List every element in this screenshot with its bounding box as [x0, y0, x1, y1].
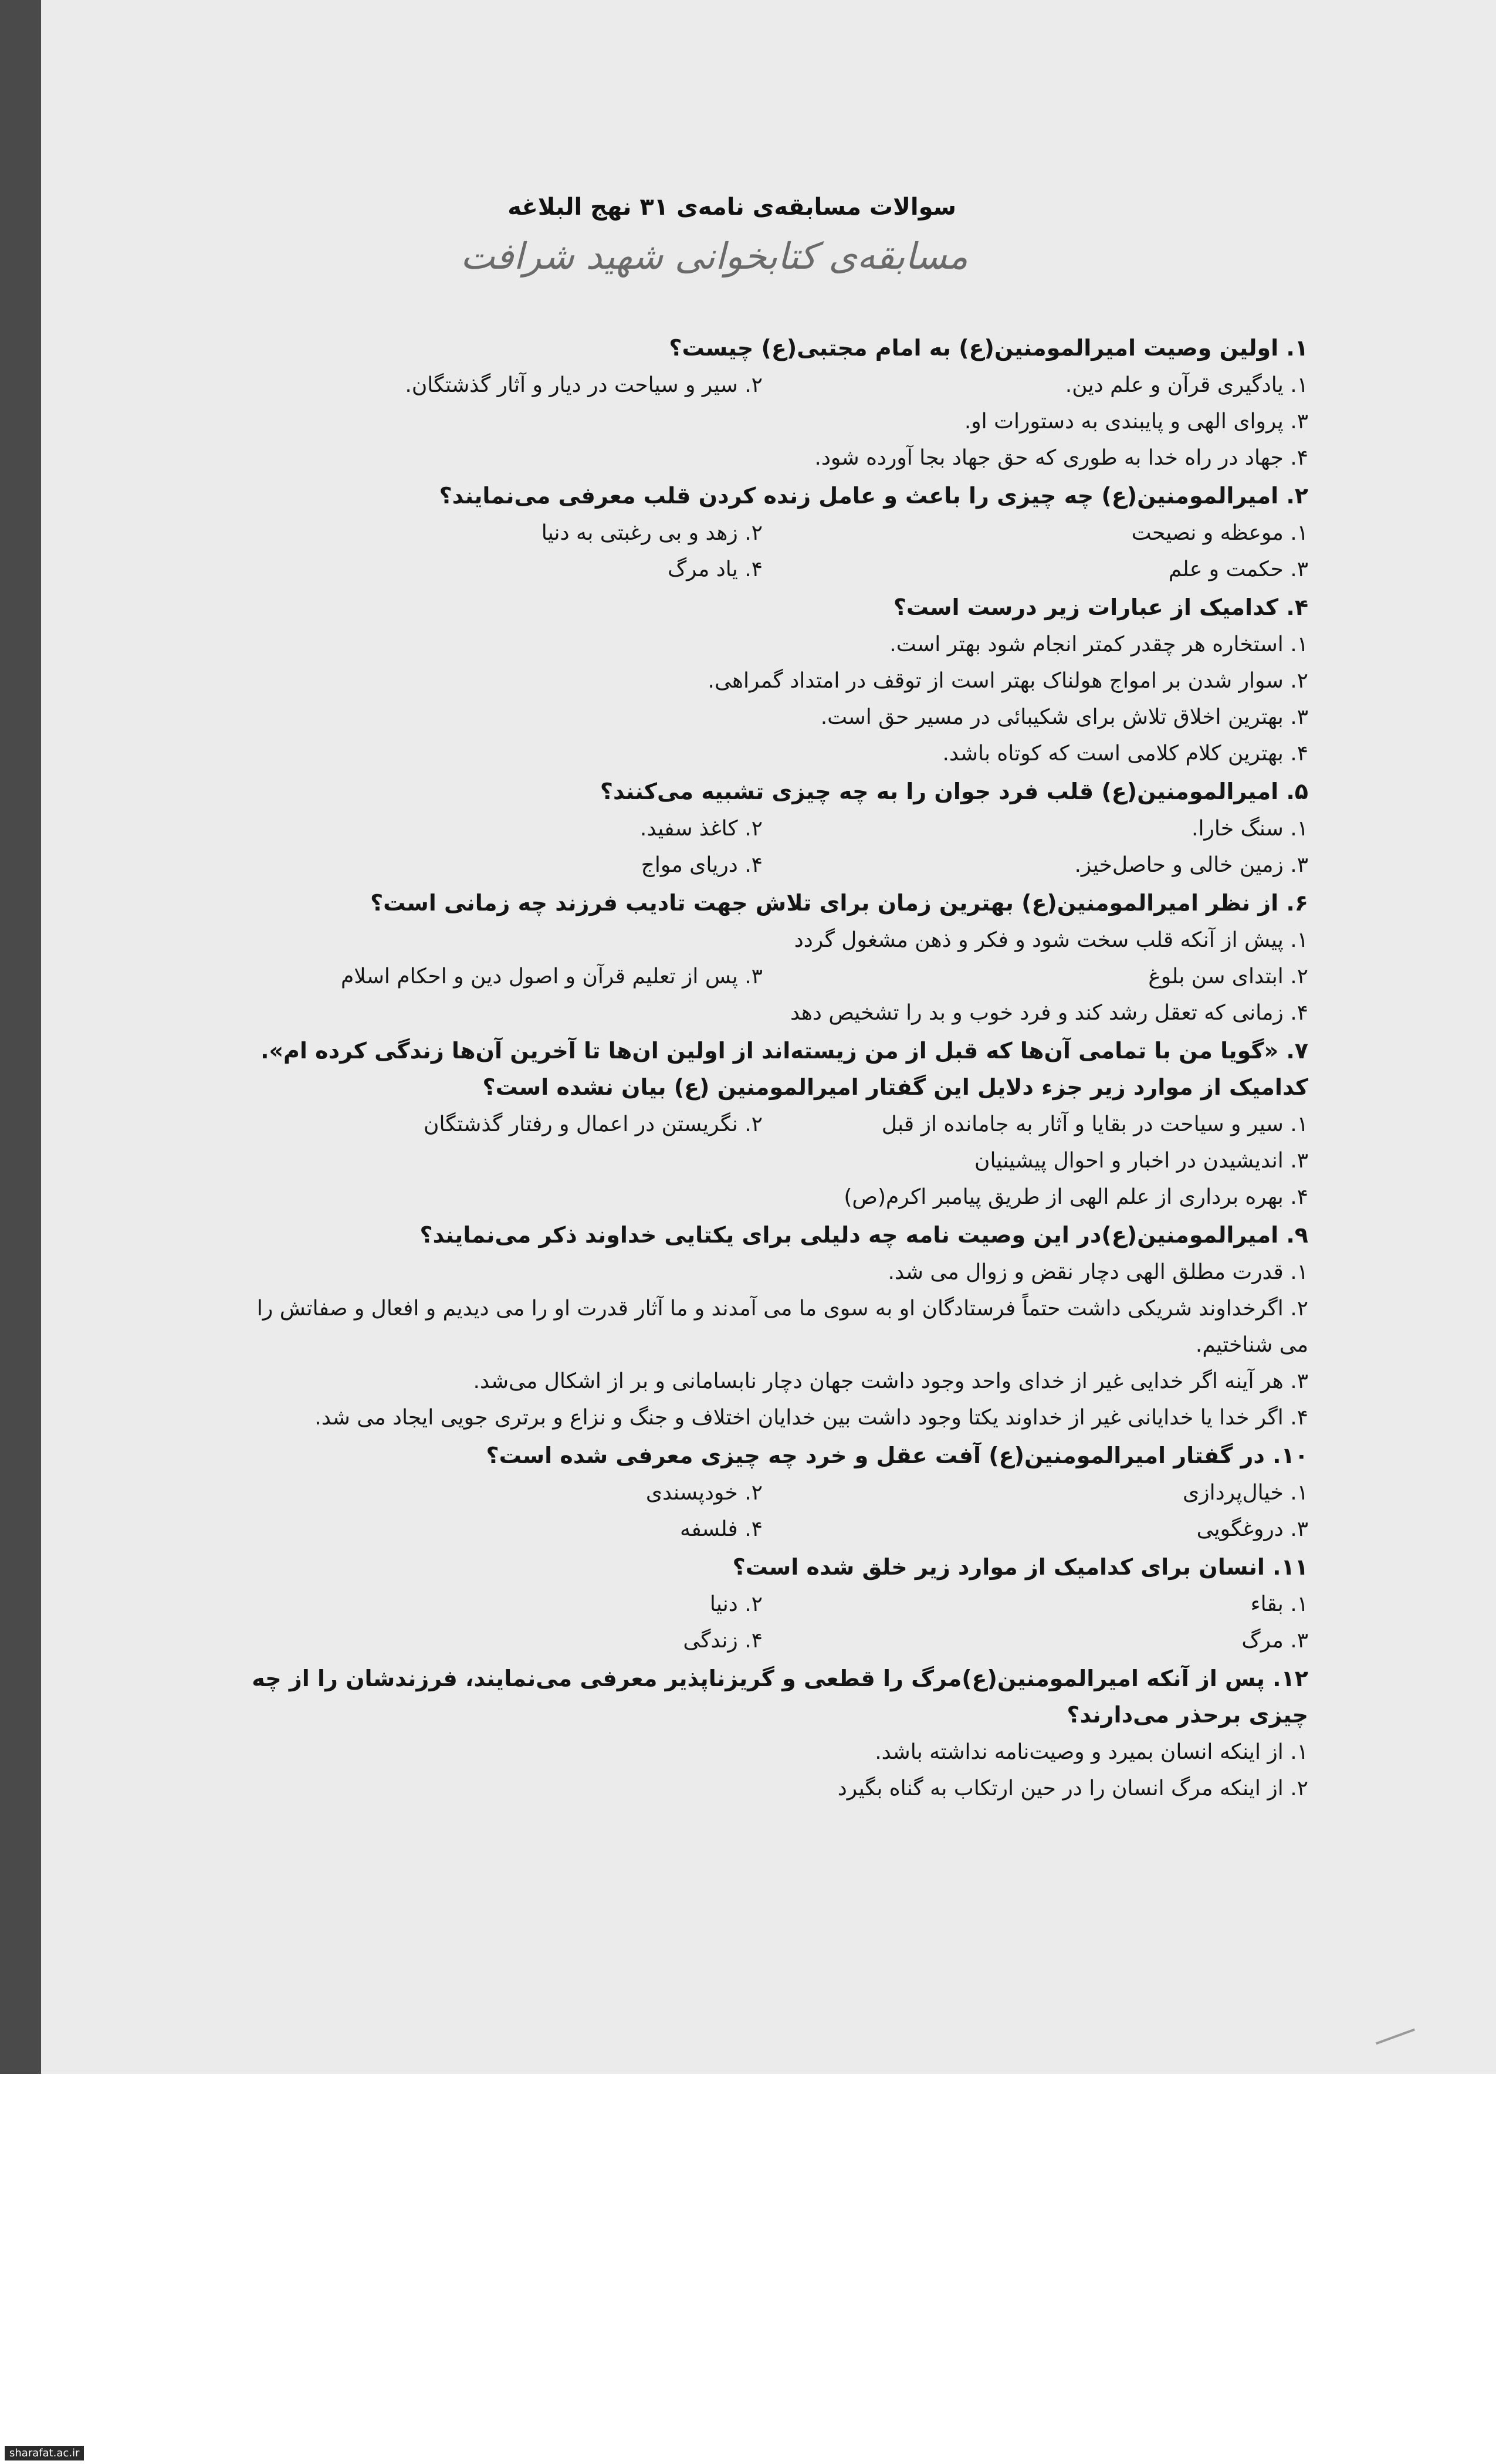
answer-option: ۱. سنگ خارا. — [1192, 817, 1308, 841]
question-text: ۱. اولین وصیت امیرالمومنین(ع) به امام مجتبی(ع) چیست؟ — [669, 335, 1308, 361]
answer-options — [217, 1106, 1308, 1216]
question-list — [217, 329, 1308, 1807]
answer-option: ۱. یادگیری قرآن و علم دین. — [1065, 373, 1308, 397]
answer-options — [217, 922, 1308, 1031]
answer-option: ۳. مرگ — [1241, 1629, 1308, 1653]
answer-option: ۴. دریای مواج — [641, 853, 763, 877]
question-block — [217, 773, 1308, 884]
answer-option: ۱. بقاء — [1250, 1592, 1308, 1616]
answer-option: ۳. زمین خالی و حاصل‌خیز. — [1074, 853, 1308, 877]
answer-option: ۲. زهد و بی رغبتی به دنیا — [541, 521, 763, 545]
answer-options — [217, 1254, 1308, 1436]
paper-sheet — [41, 0, 1496, 2074]
question-block — [217, 589, 1308, 772]
answer-options — [217, 627, 1308, 772]
answer-option: ۲. از اینکه مرگ انسان را در حین ارتکاب به گناه بگیرد — [837, 1776, 1308, 1800]
answer-option: ۳. حکمت و علم — [1168, 557, 1308, 581]
answer-option: ۳. اندیشیدن در اخبار و احوال پیشینیان — [974, 1149, 1308, 1173]
question-text: ۷. «گویا من با تمامی آن‌ها که قبل از من زیسته‌اند از اولین ان‌ها تا آخرین آن‌ها زندگی کرده ام». کدامیک از موارد زیر جزء دلایل این گفتار امیرالمومنین (ع) بیان نشده است؟ — [260, 1038, 1308, 1100]
answer-option: ۱. از اینکه انسان بمیرد و وصیت‌نامه نداشته باشد. — [875, 1740, 1308, 1764]
answer-option: ۴. یاد مرگ — [667, 557, 763, 581]
question-text: ۲. امیرالمومنین(ع) چه چیزی را باعث و عامل زنده کردن قلب معرفی می‌نمایند؟ — [439, 483, 1308, 509]
answer-option: ۱. موعظه و نصیحت — [1131, 521, 1308, 545]
question-block — [217, 1660, 1308, 1807]
answer-option: ۴. بهره برداری از علم الهی از طریق پیامبر اکرم(ص) — [844, 1185, 1308, 1209]
question-text: ۵. امیرالمومنین(ع) قلب فرد جوان را به چه چیزی تشبیه می‌کنند؟ — [600, 779, 1308, 804]
question-text: ۹. امیرالمومنین(ع)در این وصیت نامه چه دلیلی برای یکتایی خداوند ذکر می‌نمایند؟ — [419, 1222, 1308, 1248]
answer-option: ۴. زمانی که تعقل رشد کند و فرد خوب و بد را تشخیص دهد — [790, 1001, 1308, 1025]
question-text: ۱۱. انسان برای کدامیک از موارد زیر خلق شده است؟ — [732, 1554, 1308, 1580]
answer-option: ۴. بهترین کلام کلامی است که کوتاه باشد. — [942, 742, 1308, 766]
question-block — [217, 1437, 1308, 1548]
question-block — [217, 330, 1308, 476]
answer-option: ۲. خودپسندی — [645, 1481, 763, 1505]
question-text: ۴. کدامیک از عبارات زیر درست است؟ — [893, 594, 1308, 620]
answer-option: ۱. سیر و سیاحت در بقایا و آثار به جامانده از قبل — [881, 1112, 1308, 1136]
answer-option: ۴. فلسفه — [680, 1517, 763, 1541]
answer-option: ۱. قدرت مطلق الهی دچار نقض و زوال می شد. — [888, 1260, 1308, 1284]
answer-option: ۱. استخاره هر چقدر کمتر انجام شود بهتر است. — [889, 632, 1308, 656]
answer-option: ۳. دروغگویی — [1196, 1517, 1308, 1541]
scanner-edge — [0, 0, 41, 2074]
answer-option: ۱. خیال‌پردازی — [1183, 1481, 1308, 1505]
answer-options — [217, 1475, 1308, 1548]
answer-option: ۲. کاغذ سفید. — [639, 817, 763, 841]
answer-option: ۲. اگرخداوند شریکی داشت حتماً فرستادگان او به سوی ما می آمدند و ما آثار قدرت او را می دیدیم و افعال و صفاتش را می شناختیم. — [256, 1297, 1308, 1357]
answer-options — [217, 367, 1308, 476]
answer-option: ۴. زندگی — [683, 1629, 763, 1653]
question-block — [217, 885, 1308, 1031]
document-title: سوالات مسابقه‌ی نامه‌ی ۳۱ نهج البلاغه — [507, 194, 956, 221]
question-block — [217, 1549, 1308, 1659]
handwritten-subtitle: مسابقه‌ی کتابخوانی شهید شرافت — [460, 235, 968, 277]
answer-option: ۲. دنیا — [709, 1592, 763, 1616]
answer-option: ۳. بهترین اخلاق تلاش برای شکیبائی در مسیر حق است. — [820, 705, 1308, 729]
answer-option: ۳. هر آینه اگر خدایی غیر از خدای واحد وجود داشت جهان دچار نابسامانی و بر از اشکال می‌شد. — [473, 1369, 1308, 1393]
answer-option: ۱. پیش از آنکه قلب سخت شود و فکر و ذهن مشغول گردد — [794, 928, 1308, 952]
answer-options — [217, 1586, 1308, 1659]
answer-option: ۲. ابتدای سن بلوغ — [1148, 964, 1308, 989]
question-text: ۶. از نظر امیرالمومنین(ع) بهترین زمان برای تلاش جهت تادیب فرزند چه زمانی است؟ — [370, 890, 1308, 916]
answer-options — [217, 811, 1308, 884]
question-text: ۱۲. پس از آنکه امیرالمومنین(ع)مرگ را قطعی و گریزناپذیر معرفی می‌نمایند، فرزندشان را از چه چیزی برحذر می‌دارند؟ — [252, 1666, 1308, 1728]
answer-option: ۴. اگر خدا یا خدایانی غیر از خداوند یکتا وجود داشت بین خدایان اختلاف و جنگ و نزاع و برتری جویی ایجاد می شد. — [314, 1406, 1308, 1430]
answer-option: ۴. جهاد در راه خدا به طوری که حق جهاد بجا آورده شود. — [814, 446, 1308, 470]
footer-credit: sharafat.ac.ir — [5, 2446, 84, 2460]
question-block — [217, 1033, 1308, 1216]
answer-option: ۲. سوار شدن بر امواج هولناک بهتر است از توقف در امتداد گمراهی. — [708, 669, 1308, 693]
question-block — [217, 478, 1308, 588]
answer-options — [217, 515, 1308, 588]
answer-options — [217, 1734, 1308, 1807]
answer-option: ۲. نگریستن در اعمال و رفتار گذشتگان — [424, 1112, 763, 1136]
answer-option: ۳. پروای الهی و پایبندی به دستورات او. — [964, 409, 1308, 434]
question-text: ۱۰. در گفتار امیرالمومنین(ع) آفت عقل و خرد چه چیزی معرفی شده است؟ — [486, 1443, 1308, 1468]
answer-option: ۳. پس از تعلیم قرآن و اصول دین و احکام اسلام — [340, 964, 763, 989]
question-block — [217, 1217, 1308, 1436]
answer-option: ۲. سیر و سیاحت در دیار و آثار گذشتگان. — [405, 373, 763, 397]
